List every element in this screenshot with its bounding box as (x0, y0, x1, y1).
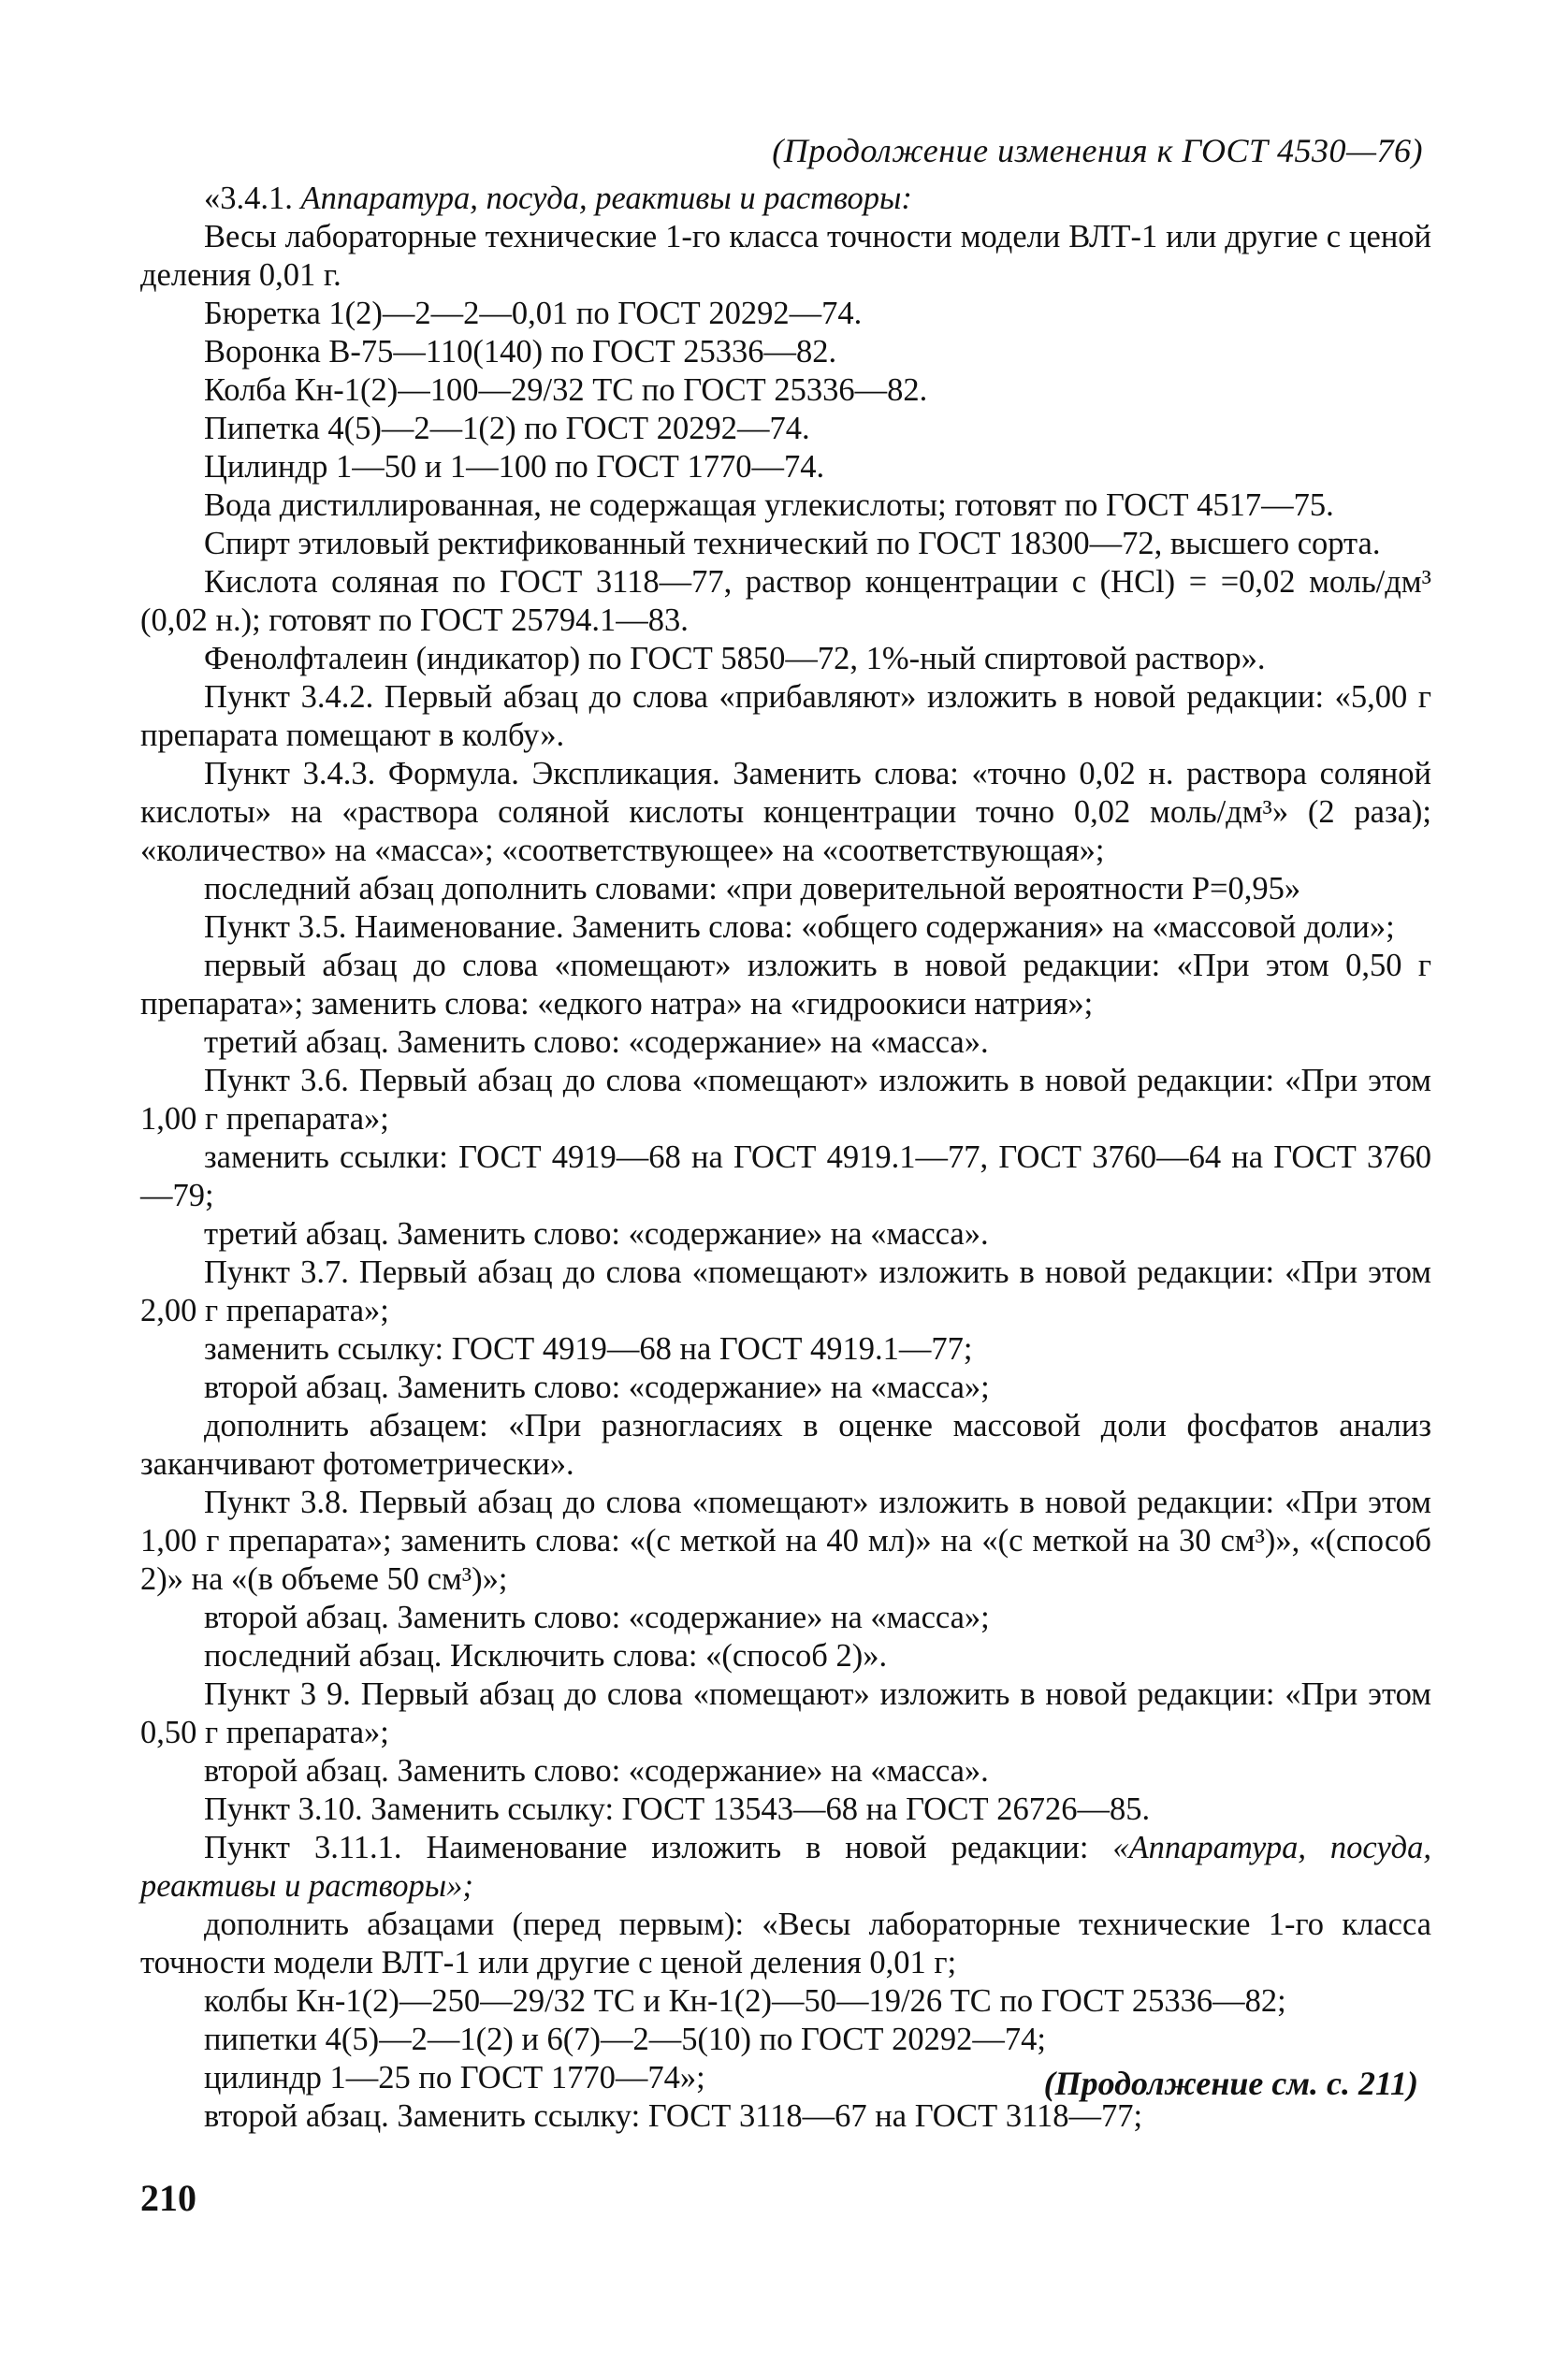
paragraph-text: Бюретка 1(2)—2—2—0,01 по ГОСТ 20292—74. (204, 296, 863, 331)
italic-text: Аппаратура, посуда, реактивы и растворы: (300, 181, 912, 216)
paragraph (140, 1369, 1431, 1407)
paragraph-text: второй абзац. Заменить слово: «содержание» на «масса»; (204, 1370, 990, 1405)
paragraph-text: третий абзац. Заменить слово: «содержание» на «масса». (204, 1216, 989, 1252)
paragraph-text: второй абзац. Заменить ссылку: ГОСТ 3118—67 на ГОСТ 3118—77; (204, 2098, 1143, 2134)
paragraph (140, 1906, 1431, 1982)
page-number: 210 (140, 2177, 196, 2219)
paragraph (140, 563, 1431, 640)
paragraph (140, 486, 1431, 525)
paragraph-text: заменить ссылки: ГОСТ 4919—68 на ГОСТ 4919.1—77, ГОСТ 3760—64 на ГОСТ 3760—79; (140, 1139, 1431, 1213)
paragraph (140, 180, 1431, 218)
paragraph-text: цилиндр 1—25 по ГОСТ 1770—74»; (204, 2060, 705, 2096)
paragraph (140, 2021, 1431, 2059)
paragraph (140, 1637, 1431, 1675)
paragraph (140, 1215, 1431, 1254)
paragraph (140, 678, 1431, 755)
paragraph-text: Пункт 3.8. Первый абзац до слова «помещают» изложить в новой редакции: «При этом 1,00 г препарата»; заменить слова: «(с меткой на 40 мл)» на «(с меткой на 30 см³)», «(способ 2)» на «(в объеме 50 см³)»; (140, 1485, 1431, 1597)
paragraph (140, 2097, 1431, 2136)
paragraph-text: Фенолфталеин (индикатор) по ГОСТ 5850—72, 1%-ный спиртовой раствор». (204, 641, 1266, 676)
paragraph-text: дополнить абзацами (перед первым): «Весы лабораторные технические 1-го класса точности модели ВЛТ-1 или другие с ценой деления 0,01 г; (140, 1907, 1431, 1980)
paragraph-text: Колба Кн-1(2)—100—29/32 ТС по ГОСТ 25336—82. (204, 372, 928, 408)
paragraph-text: последний абзац. Исключить слова: «(способ 2)». (204, 1638, 888, 1674)
paragraph-text: Спирт этиловый ректификованный технический по ГОСТ 18300—72, высшего сорта. (204, 526, 1381, 561)
paragraph-text: второй абзац. Заменить слово: «содержание» на «масса». (204, 1753, 989, 1789)
paragraph (140, 1138, 1431, 1215)
paragraph-text: Вода дистиллированная, не содержащая углекислоты; готовят по ГОСТ 4517—75. (204, 487, 1334, 523)
paragraph (140, 218, 1431, 295)
paragraph (140, 525, 1431, 563)
document-body (140, 180, 1431, 2136)
paragraph (140, 870, 1431, 908)
paragraph-text: Пипетка 4(5)—2—1(2) по ГОСТ 20292—74. (204, 411, 810, 446)
paragraph-text: колбы Кн-1(2)—250—29/32 ТС и Кн-1(2)—50—19/26 ТС по ГОСТ 25336—82; (204, 1983, 1286, 2019)
paragraph (140, 410, 1431, 448)
paragraph (140, 755, 1431, 870)
paragraph (140, 1062, 1431, 1138)
paragraph-text: Пункт 3.5. Наименование. Заменить слова: «общего содержания» на «массовой доли»; (204, 909, 1395, 945)
paragraph-text: Пункт 3.6. Первый абзац до слова «помещают» изложить в новой редакции: «При этом 1,00 г препарата»; (140, 1063, 1431, 1137)
paragraph (140, 1330, 1431, 1369)
paragraph-text: Пункт 3.4.3. Формула. Экспликация. Заменить слова: «точно 0,02 н. раствора соляной кислоты» на «раствора соляной кислоты концентрации точно 0,02 моль/дм³» (2 раза); «количество» на «масса»; «соответствующее» на «соответствующая»; (140, 756, 1431, 868)
paragraph-text: последний абзац дополнить словами: «при доверительной вероятности Р=0,95» (204, 871, 1301, 906)
paragraph (140, 1599, 1431, 1637)
italic-text: «Аппаратура, посуда, реактивы и растворы»; (140, 1830, 1432, 1904)
paragraph (140, 295, 1431, 333)
paragraph-text: третий абзац. Заменить слово: «содержание» на «масса». (204, 1024, 989, 1060)
paragraph-text: Пункт 3 9. Первый абзац до слова «помещают» изложить в новой редакции: «При этом 0,50 г препарата»; (140, 1676, 1431, 1750)
paragraph-text: заменить ссылку: ГОСТ 4919—68 на ГОСТ 4919.1—77; (204, 1331, 973, 1367)
paragraph-text: пипетки 4(5)—2—1(2) и 6(7)—2—5(10) по ГОСТ 20292—74; (204, 2022, 1046, 2057)
paragraph (140, 1791, 1431, 1829)
paragraph-text: второй абзац. Заменить слово: «содержание» на «масса»; (204, 1600, 990, 1635)
paragraph (140, 448, 1431, 486)
paragraph (140, 371, 1431, 410)
paragraph (140, 1675, 1431, 1752)
paragraph (140, 1484, 1431, 1599)
paragraph-text: Кислота соляная по ГОСТ 3118—77, раствор концентрации с (HCl) = =0,02 моль/дм³ (0,02 н.); готовят по ГОСТ 25794.1—83. (140, 564, 1431, 638)
paragraph (140, 1023, 1431, 1062)
paragraph-text: Весы лабораторные технические 1-го класса точности модели ВЛТ-1 или другие с ценой деления 0,01 г. (140, 219, 1431, 293)
paragraph (140, 908, 1431, 947)
paragraph (140, 947, 1431, 1023)
paragraph-text: Пункт 3.11.1. Наименование изложить в новой редакции: (204, 1830, 1113, 1865)
paragraph-text: Пункт 3.7. Первый абзац до слова «помещают» изложить в новой редакции: «При этом 2,00 г препарата»; (140, 1255, 1431, 1328)
paragraph (140, 1254, 1431, 1330)
paragraph (140, 1982, 1431, 2021)
paragraph-text: «3.4.1. (204, 181, 301, 216)
paragraph-text: Пункт 3.10. Заменить ссылку: ГОСТ 13543—68 на ГОСТ 26726—85. (204, 1791, 1151, 1827)
paragraph (140, 1407, 1431, 1484)
paragraph-text: Цилиндр 1—50 и 1—100 по ГОСТ 1770—74. (204, 449, 825, 485)
paragraph (140, 640, 1431, 678)
paragraph (140, 333, 1431, 371)
running-header: (Продолжение изменения к ГОСТ 4530—76) (772, 132, 1423, 169)
paragraph-text: дополнить абзацем: «При разногласиях в оценке массовой доли фосфатов анализ заканчивают фотометрически». (140, 1408, 1431, 1482)
paragraph-text: первый абзац до слова «помещают» изложить в новой редакции: «При этом 0,50 г препарата»; заменить слова: «едкого натра» на «гидроокиси натрия»; (140, 948, 1431, 1022)
continuation-note: (Продолжение см. с. 211) (1043, 2065, 1418, 2102)
paragraph-text: Воронка В-75—110(140) по ГОСТ 25336—82. (204, 334, 837, 370)
paragraph-text: Пункт 3.4.2. Первый абзац до слова «прибавляют» изложить в новой редакции: «5,00 г препарата помещают в колбу». (140, 679, 1431, 753)
paragraph (140, 1829, 1431, 1906)
paragraph (140, 1752, 1431, 1791)
